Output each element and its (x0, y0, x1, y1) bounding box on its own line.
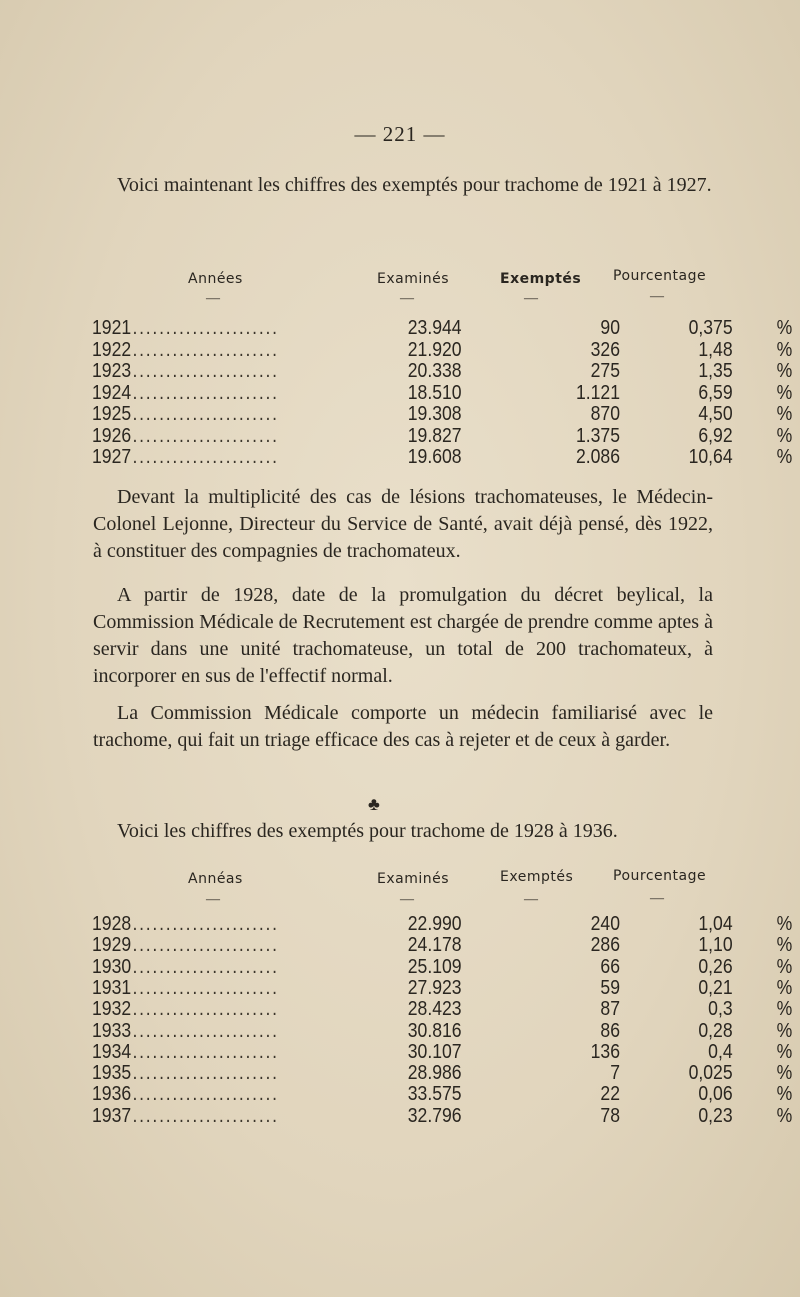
leader-dots: ...................... (132, 338, 279, 361)
exempted-cell: 136 (590, 1040, 620, 1063)
paragraph-triage-text: La Commission Médicale comporte un médecin familiarisé avec le trachome, qui fait un triage efficace des cas à rejeter et de ceux à garder. (93, 702, 713, 751)
year-cell: 1935 (92, 1062, 132, 1085)
table-row (92, 934, 793, 957)
percent-cell: 1,48 (698, 338, 733, 361)
exempted-cell: 59 (600, 976, 620, 999)
year-cell: 1925 (92, 403, 132, 425)
leader-dots: ...................... (132, 1104, 279, 1127)
leader-dots: ...................... (132, 1062, 279, 1085)
table-row (92, 360, 793, 382)
percent-unit: % (776, 1083, 793, 1106)
percent-unit: % (776, 403, 793, 425)
percent-cell: 6,92 (698, 424, 733, 447)
percent-unit: % (776, 1104, 793, 1127)
table-row (92, 1083, 793, 1106)
examined-cell: 25.109 (407, 955, 462, 978)
intro-text-2: Voici les chiffres des exemptés pour trachome de 1928 à 1936. (117, 820, 618, 842)
examined-cell: 30.816 (407, 1019, 462, 1042)
t1-header-annees: Années (188, 271, 243, 287)
table-row (92, 1040, 793, 1063)
table-row (92, 998, 793, 1021)
examined-cell: 23.944 (407, 317, 462, 339)
percent-cell: 0,375 (688, 317, 733, 339)
year-cell: 1931 (92, 976, 132, 999)
table-row (92, 403, 793, 425)
exempted-cell: 66 (600, 955, 620, 978)
leader-dots: ...................... (132, 1019, 279, 1042)
leader-dots: ...................... (132, 934, 279, 957)
year-cell: 1927 (92, 446, 132, 468)
examined-cell: 19.827 (407, 424, 462, 447)
leader-dots: ...................... (132, 998, 279, 1021)
percent-cell: 1,10 (698, 934, 733, 957)
leader-dots: ...................... (132, 955, 279, 978)
leader-dots: ...................... (132, 913, 279, 935)
examined-cell: 21.920 (407, 338, 462, 361)
examined-cell: 19.308 (407, 403, 462, 425)
ornament-icon: ♣ (368, 794, 380, 814)
table-row (92, 317, 793, 339)
percent-cell: 0,4 (708, 1040, 733, 1063)
percent-unit: % (776, 424, 793, 447)
percent-cell: 0,21 (698, 976, 733, 999)
leader-dots: ...................... (132, 381, 279, 404)
leader-dots: ...................... (132, 317, 279, 339)
t2-dash-exemptes: — (524, 892, 538, 907)
percent-unit: % (776, 360, 793, 382)
intro-paragraph-2 (93, 818, 713, 845)
year-cell: 1921 (92, 317, 132, 339)
examined-cell: 33.575 (407, 1083, 462, 1106)
t2-dash-annees: — (206, 892, 220, 907)
exempted-cell: 275 (590, 360, 620, 382)
year-cell: 1934 (92, 1040, 132, 1063)
t2-header-examines: Examinés (377, 871, 450, 887)
exempted-cell: 326 (590, 338, 620, 361)
paragraph-lejonne-text: Devant la multiplicité des cas de lésions trachomateuses, le Médecin-Colonel Lejonne, Directeur du Service de Santé, avait déjà pensé, dès 1922, à constituer des compagnies de trachomateux. (93, 486, 713, 562)
exempted-cell: 90 (600, 317, 620, 339)
exempted-cell: 87 (600, 998, 620, 1021)
examined-cell: 28.986 (407, 1062, 462, 1085)
t1-header-examines: Examinés (377, 271, 450, 287)
t2-header-annees: Annéas (188, 871, 243, 887)
year-cell: 1928 (92, 913, 132, 935)
table-row (92, 446, 793, 468)
intro-paragraph-1 (93, 172, 713, 199)
year-cell: 1932 (92, 998, 132, 1021)
exempted-cell: 240 (590, 913, 620, 935)
examined-cell: 27.923 (407, 976, 462, 999)
percent-cell: 10,64 (688, 446, 733, 468)
exempted-cell: 870 (590, 403, 620, 425)
exempted-cell: 22 (600, 1083, 620, 1106)
percent-unit: % (776, 381, 793, 404)
leader-dots: ...................... (132, 1083, 279, 1106)
table-row (92, 338, 793, 361)
examined-cell: 24.178 (407, 934, 462, 957)
percent-unit: % (776, 1062, 793, 1085)
percent-unit: % (776, 913, 793, 935)
examined-cell: 32.796 (407, 1104, 462, 1127)
leader-dots: ...................... (132, 424, 279, 447)
percent-unit: % (776, 446, 793, 468)
percent-unit: % (776, 1040, 793, 1063)
percent-cell: 4,50 (698, 403, 733, 425)
t1-dash-pourcentage: — (650, 289, 664, 304)
year-cell: 1936 (92, 1083, 132, 1106)
year-cell: 1923 (92, 360, 132, 382)
percent-cell: 1,04 (698, 913, 733, 935)
page-number: — 221 — (354, 122, 446, 146)
examined-cell: 30.107 (407, 1040, 462, 1063)
examined-cell: 19.608 (407, 446, 462, 468)
t1-dash-annees: — (206, 291, 220, 306)
t1-dash-examines: — (400, 291, 414, 306)
exempted-cell: 286 (590, 934, 620, 957)
table-row (92, 976, 793, 999)
year-cell: 1930 (92, 955, 132, 978)
leader-dots: ...................... (132, 446, 279, 468)
percent-cell: 0,28 (698, 1019, 733, 1042)
exempted-cell: 78 (600, 1104, 620, 1127)
year-cell: 1933 (92, 1019, 132, 1042)
percent-cell: 1,35 (698, 360, 733, 382)
exempted-cell: 86 (600, 1019, 620, 1042)
t1-dash-exemptes: — (524, 291, 538, 306)
leader-dots: ...................... (132, 1040, 279, 1063)
percent-unit: % (776, 338, 793, 361)
percent-unit: % (776, 998, 793, 1021)
year-cell: 1924 (92, 381, 132, 404)
exempted-cell: 7 (610, 1062, 620, 1085)
t1-header-pourcentage: Pourcentage (613, 268, 707, 284)
exempted-cell: 1.375 (575, 424, 620, 447)
t1-header-exemptes: Exemptés (500, 271, 582, 287)
table-row (92, 424, 793, 447)
percent-unit: % (776, 317, 793, 339)
percent-cell: 0,025 (688, 1062, 733, 1085)
year-cell: 1926 (92, 424, 132, 447)
table-row (92, 1019, 793, 1042)
table-row (92, 1104, 793, 1127)
table-row (92, 955, 793, 978)
t2-header-exemptes: Exemptés (500, 869, 574, 885)
year-cell: 1922 (92, 338, 132, 361)
paragraph-commission (93, 582, 713, 690)
percent-unit: % (776, 976, 793, 999)
leader-dots: ...................... (132, 360, 279, 382)
year-cell: 1929 (92, 934, 132, 957)
exempted-cell: 2.086 (575, 446, 620, 468)
paragraph-triage (93, 700, 713, 754)
examined-cell: 22.990 (407, 913, 462, 935)
table-row (92, 1062, 793, 1085)
percent-cell: 0,3 (708, 998, 733, 1021)
intro-text-1: Voici maintenant les chiffres des exemptés pour trachome de 1921 à 1927. (117, 174, 712, 196)
examined-cell: 20.338 (407, 360, 462, 382)
paragraph-commission-text: A partir de 1928, date de la promulgation du décret beylical, la Commission Médicale de Recrutement est chargée de prendre comme aptes à servir dans une unité trachomateuse, un total de 200 trachomateux, à incorporer en sus de l'effectif normal. (93, 584, 713, 687)
paragraph-lejonne (93, 484, 713, 565)
t2-dash-examines: — (400, 892, 414, 907)
percent-cell: 0,06 (698, 1083, 733, 1106)
percent-cell: 0,26 (698, 955, 733, 978)
percent-cell: 6,59 (698, 381, 733, 404)
examined-cell: 28.423 (407, 998, 462, 1021)
table-row (92, 913, 793, 935)
exempted-cell: 1.121 (575, 381, 620, 404)
t2-header-pourcentage: Pourcentage (613, 868, 707, 884)
percent-cell: 0,23 (698, 1104, 733, 1127)
percent-unit: % (776, 934, 793, 957)
t2-dash-pourcentage: — (650, 891, 664, 906)
percent-unit: % (776, 1019, 793, 1042)
percent-unit: % (776, 955, 793, 978)
leader-dots: ...................... (132, 403, 279, 425)
table-row (92, 381, 793, 404)
year-cell: 1937 (92, 1104, 132, 1127)
leader-dots: ...................... (132, 976, 279, 999)
examined-cell: 18.510 (407, 381, 462, 404)
